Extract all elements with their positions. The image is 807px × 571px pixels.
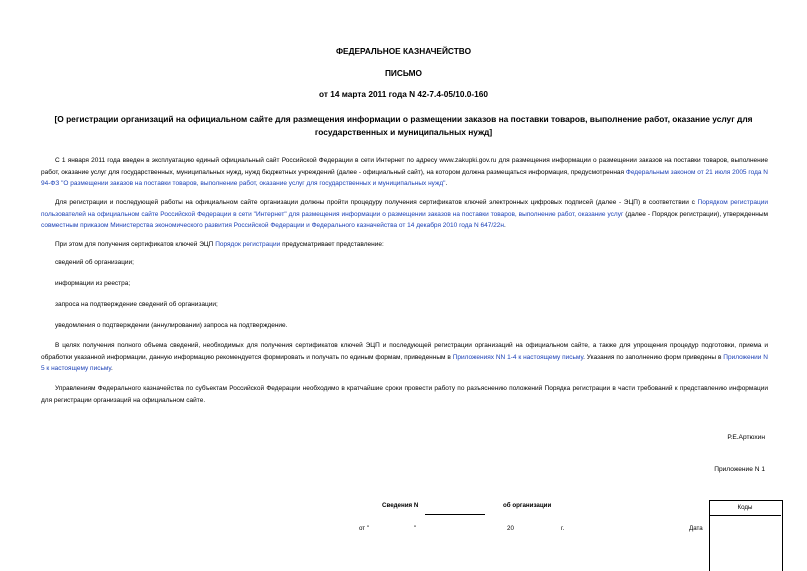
- federal-law-94fz-link[interactable]: Федеральным законом от 21 июля 2005 года N 94-ФЗ "О размещении заказов на поставки товаров, выполнение работ, оказание услуг для государственных и муниципальных нужд": [41, 168, 768, 187]
- form-number-line: [425, 514, 485, 515]
- form-title-b: об организации: [503, 502, 552, 509]
- list-item: уведомления о подтверждении (аннулировании) запроса на подтверждение.: [55, 322, 288, 329]
- paragraph-1-text-a: С 1 января 2011 года введен в эксплуатацию единый официальный сайт Российской Федерации в сети Интернет по адресу www.zakupki.gov.ru для размещения информации о размещении заказов на поставки товаров, выполнение работ, оказание услуг для государственных, муниципальных нужд, нужд бюджетных учреждений (далее - официальный сайт), на котором должна размещаться информация, предусмотренная: [41, 157, 768, 176]
- doc-type: ПИСЬМО: [384, 68, 423, 78]
- signature: Р.Е.Артюхин: [727, 434, 765, 441]
- appendix-label: Приложение N 1: [714, 466, 765, 473]
- codes-header: Коды: [709, 500, 781, 516]
- form-from-label: от ": [359, 525, 370, 532]
- registration-order-link[interactable]: Порядок регистрации: [215, 241, 281, 248]
- paragraph-4-text-a: В целях получения полного объема сведений, необходимых для получения сертификатов ключей ЭЦП и последующей регистрации организаций на официальном сайте, а также для упрощения процедур подготовки, приема и обработки указанной информации, данную информацию рекомендуется формировать и получать по единым формам, приведенным в: [41, 342, 768, 361]
- form-quote-mark: ": [414, 525, 417, 532]
- paragraph-1-text-b: .: [445, 180, 448, 187]
- paragraph-1: [41, 155, 768, 190]
- org-title: ФЕДЕРАЛЬНОЕ КАЗНАЧЕЙСТВО: [335, 46, 472, 56]
- paragraph-2-text-c: .: [503, 222, 506, 229]
- paragraph-3-text-a: При этом для получения сертификатов ключей ЭЦП: [55, 241, 216, 248]
- appendix-5-link[interactable]: Приложении N 5 к настоящему письму: [41, 353, 769, 372]
- list-item: сведений об организации;: [55, 259, 134, 266]
- registration-procedure-link[interactable]: Порядком регистрации пользователей на официальном сайте Российской Федерации в сети "Интернет" для размещения информации о размещении заказов на поставки товаров, выполнение работ, оказание услуг: [41, 199, 768, 218]
- paragraph-4: [41, 340, 768, 375]
- appendices-1-4-link[interactable]: Приложениях NN 1-4 к настоящему письму: [452, 353, 584, 361]
- list-item: информации из реестра;: [55, 280, 131, 287]
- paragraph-2: [41, 197, 768, 232]
- form-title-a: Сведения N: [382, 502, 419, 509]
- form-year-suffix: г.: [561, 525, 565, 532]
- paragraph-3: [41, 239, 768, 251]
- doc-date-number: от 14 марта 2011 года N 42-7.4-05/10.0-160: [318, 89, 489, 99]
- paragraph-5: Управлениям Федерального казначейства по субъектам Российской Федерации необходимо в кратчайшие сроки провести работу по разъяснению положений Порядка регистрации в части требований к представлению информации для регистрации организаций на официальном сайте.: [41, 385, 768, 404]
- form-date-label: Дата: [689, 525, 703, 532]
- joint-order-link[interactable]: совместным приказом Министерства экономического развития Российской Федерации и Федерального казначейства от 14 декабря 2010 года N 647/22н: [41, 222, 504, 229]
- paragraph-2-text-b: (далее - Порядок регистрации), утвержденным: [623, 210, 768, 218]
- paragraph-4-text-c: .: [110, 365, 113, 372]
- form-header: [0, 495, 807, 571]
- paragraph-3-text-b: предусматривает представление:: [280, 241, 384, 248]
- form-year-prefix: 20: [507, 525, 514, 532]
- paragraph-4-text-b: . Указания по заполнению форм приведены в: [583, 353, 724, 361]
- paragraph-2-text-a: Для регистрации и последующей работы на официальном сайте организации должны пройти процедуру получения сертификатов ключей электронных цифровых подписей (далее - ЭЦП) в соответствии с: [55, 199, 698, 206]
- doc-subject: [О регистрации организаций на официальном сайте для размещения информации о размещении заказов на поставки товаров, выполнение работ, оказание услуг для государственных и муниципальных нужд]: [54, 114, 753, 137]
- list-item: запроса на подтверждение сведений об организации;: [55, 301, 218, 308]
